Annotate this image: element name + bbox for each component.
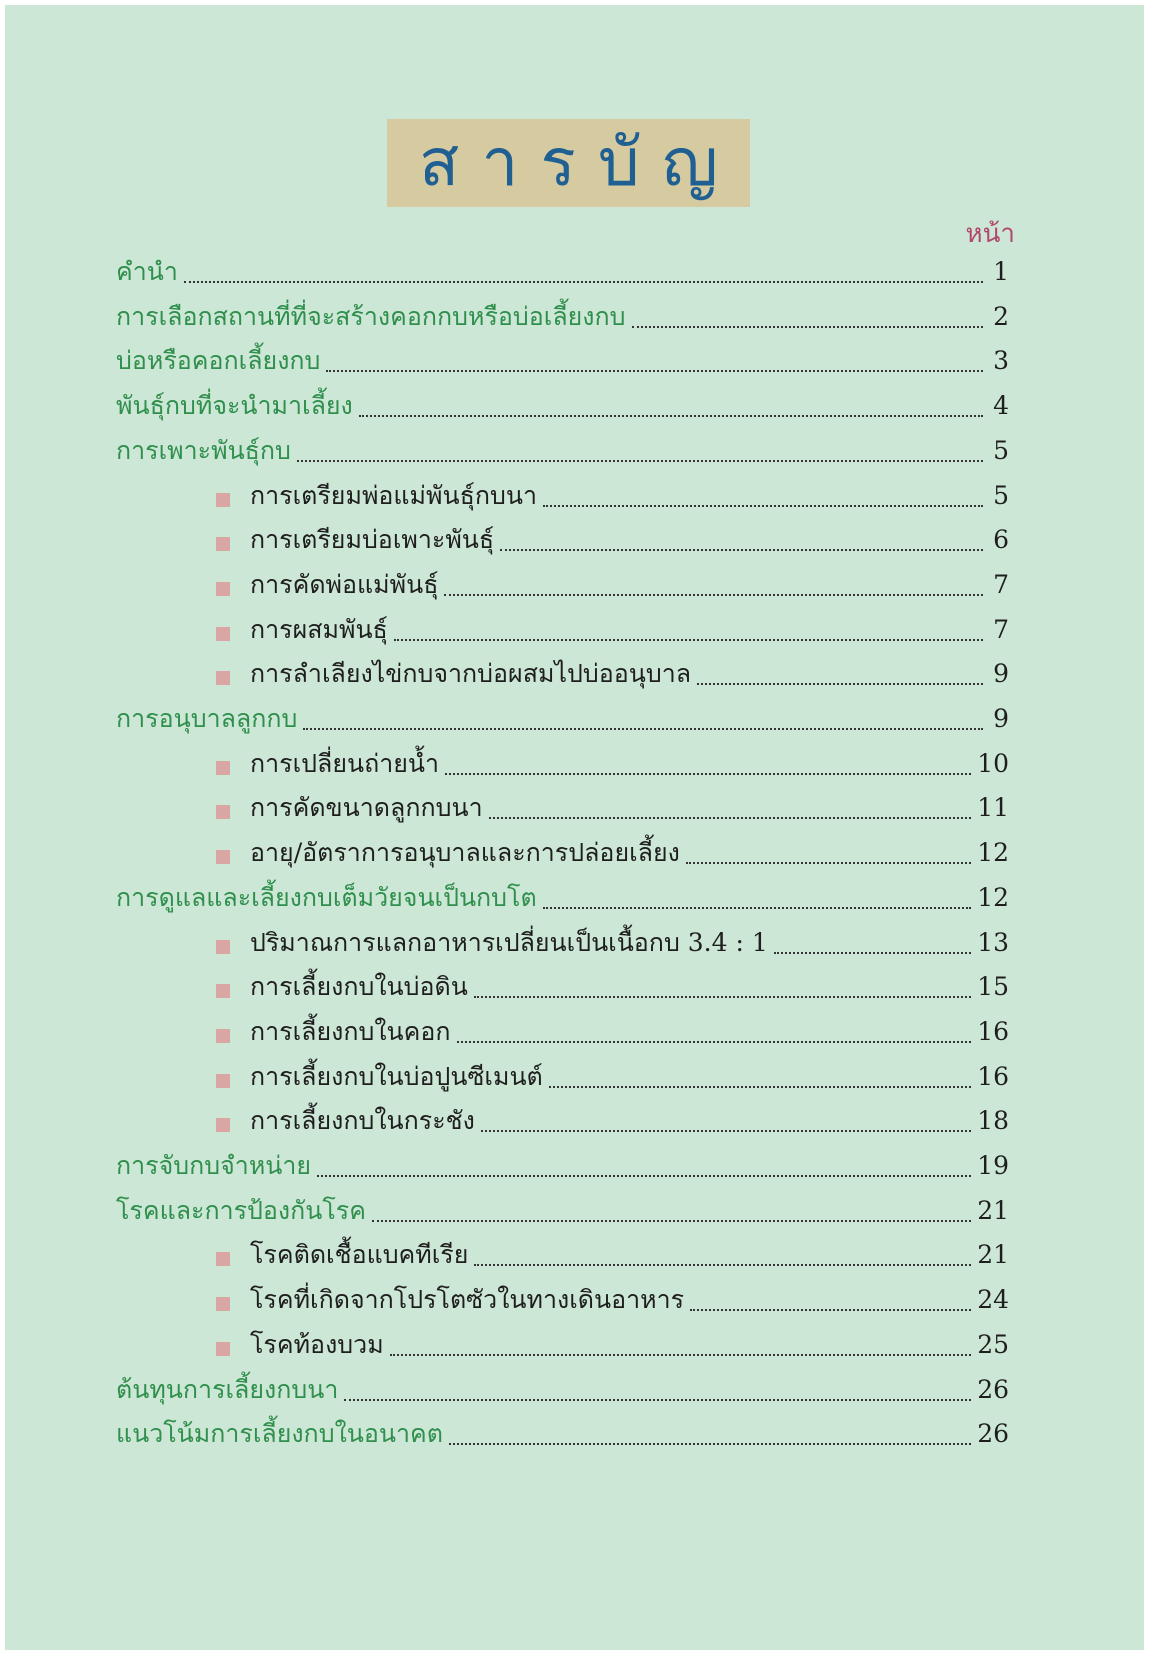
toc-entry-label: โรคติดเชื้อแบคทีเรีย [250, 1240, 469, 1270]
dot-leader [317, 1175, 971, 1177]
toc-entry-label: ปริมาณการแลกอาหารเปลี่ยนเป็นเนื้อกบ 3.4 : 1 [250, 927, 768, 957]
toc-page-number: 16 [977, 1061, 1009, 1091]
toc-entry-label: การเลือกสถานที่ที่จะสร้างคอกกบหรือบ่อเลี้ยงกบ [116, 301, 626, 331]
toc-subentry[interactable] [250, 610, 1009, 650]
toc-subentry[interactable] [250, 967, 1009, 1007]
dot-leader [543, 907, 971, 909]
toc-entry[interactable] [116, 1146, 1009, 1186]
toc-entry-label: การผสมพันธุ์ [250, 614, 388, 644]
page-column-header: หน้า [965, 219, 1015, 249]
toc-entry-label: การจับกบจำหน่าย [116, 1151, 312, 1180]
toc-entry-label: การเตรียมพ่อแม่พันธุ์กบนา [250, 480, 537, 510]
toc-entry-label: การคัดพ่อแม่พันธุ์ [250, 569, 439, 599]
dot-leader [359, 415, 983, 417]
bullet-marker [216, 1074, 230, 1088]
dot-leader [344, 1399, 971, 1401]
toc-page-number: 2 [993, 301, 1009, 331]
bullet-marker [216, 1252, 230, 1266]
toc-entry-label: โรคท้องบวม [250, 1329, 384, 1359]
toc-entry-label: โรคที่เกิดจากโปรโตซัวในทางเดินอาหาร [250, 1285, 685, 1315]
dot-leader [326, 370, 983, 372]
toc-page-number: 19 [977, 1151, 1009, 1180]
toc-entry-label: การเลี้ยงกบในบ่อปูนซีเมนต์ [250, 1061, 543, 1091]
toc-entry[interactable] [116, 386, 1009, 426]
toc-subentry[interactable] [250, 1012, 1009, 1052]
toc-page-number: 12 [977, 882, 1009, 912]
dot-leader [690, 1309, 971, 1311]
dot-leader [500, 549, 983, 551]
toc-page-number: 26 [977, 1419, 1009, 1449]
dot-leader [481, 1130, 971, 1132]
toc-entry[interactable] [116, 252, 1009, 292]
dot-leader [543, 505, 983, 507]
toc-subentry[interactable] [250, 1280, 1009, 1320]
toc-page-number: 24 [977, 1285, 1009, 1315]
toc-page-number: 11 [977, 793, 1009, 823]
toc-subentry[interactable] [250, 654, 1009, 694]
toc-entry-label: การเตรียมบ่อเพาะพันธุ์ [250, 525, 495, 555]
toc-entry-label: การอนุบาลลูกกบ [116, 704, 298, 733]
dot-leader [686, 862, 971, 864]
toc-entry[interactable] [116, 1370, 1009, 1410]
toc-entry-label: การลำเลียงไข่กบจากบ่อผสมไปบ่ออนุบาล [250, 659, 692, 689]
toc-entry-label: การเลี้ยงกบในกระชัง [250, 1106, 475, 1136]
toc-entry[interactable] [116, 878, 1009, 918]
toc-entry[interactable] [116, 1414, 1009, 1454]
toc-page-number: 9 [993, 704, 1009, 733]
toc-entry-label: การคัดขนาดลูกกบนา [250, 793, 483, 823]
toc-subentry[interactable] [250, 520, 1009, 560]
bullet-marker [216, 761, 230, 775]
bullet-marker [216, 671, 230, 685]
dot-leader [549, 1086, 971, 1088]
dot-leader [489, 817, 972, 819]
bullet-marker [216, 1342, 230, 1356]
dot-leader [449, 1443, 971, 1445]
toc-page-number: 21 [977, 1195, 1009, 1225]
bullet-marker [216, 627, 230, 641]
toc-page-number: 7 [993, 569, 1009, 599]
toc-entry-label: แนวโน้มการเลี้ยงกบในอนาคต [116, 1419, 443, 1449]
bullet-marker [216, 537, 230, 551]
dot-leader [632, 326, 983, 328]
toc-entry-label: การเลี้ยงกบในคอก [250, 1016, 451, 1046]
toc-subentry[interactable] [250, 1101, 1009, 1141]
dot-leader [444, 594, 983, 596]
bullet-marker [216, 805, 230, 819]
dot-leader [297, 460, 983, 462]
toc-entry[interactable] [116, 341, 1009, 381]
bullet-marker [216, 1118, 230, 1132]
toc-subentry[interactable] [250, 833, 1009, 873]
toc-entry-label: การเพาะพันธุ์กบ [116, 435, 291, 465]
toc-page-number: 5 [993, 480, 1009, 510]
toc-entry-label: การเลี้ยงกบในบ่อดิน [250, 972, 468, 1002]
toc-entry[interactable] [116, 699, 1009, 739]
toc-entry-label: คำนำ [116, 257, 178, 286]
toc-entry[interactable] [116, 431, 1009, 471]
toc-page-number: 6 [993, 525, 1009, 555]
dot-leader [474, 996, 971, 998]
toc-page-number: 4 [993, 391, 1009, 421]
toc-page-number: 3 [993, 346, 1009, 376]
toc-page-number: 15 [977, 972, 1009, 1002]
bullet-marker [216, 984, 230, 998]
toc-page-number: 25 [977, 1329, 1009, 1359]
toc-entry-label: อายุ/อัตราการอนุบาลและการปล่อยเลี้ยง [250, 838, 680, 868]
toc-subentry[interactable] [250, 1057, 1009, 1097]
toc-page-number: 12 [977, 838, 1009, 868]
toc-page-number: 1 [993, 257, 1009, 286]
bullet-marker [216, 493, 230, 507]
toc-entry[interactable] [116, 297, 1009, 337]
toc-entry-label: บ่อหรือคอกเลี้ยงกบ [116, 346, 321, 376]
toc-entry-label: การดูแลและเลี้ยงกบเต็มวัยจนเป็นกบโต [116, 882, 537, 912]
toc-page-number: 9 [993, 659, 1009, 689]
toc-subentry[interactable] [250, 1325, 1009, 1365]
bullet-marker [216, 850, 230, 864]
dot-leader [184, 281, 983, 283]
bullet-marker [216, 1297, 230, 1311]
toc-subentry[interactable] [250, 476, 1009, 516]
toc-page-number: 26 [977, 1374, 1009, 1404]
toc-entry[interactable] [116, 1191, 1009, 1231]
toc-entry-label: พันธุ์กบที่จะนำมาเลี้ยง [116, 391, 353, 421]
toc-page-number: 21 [977, 1240, 1009, 1270]
dot-leader [457, 1041, 972, 1043]
dot-leader [774, 952, 971, 954]
bullet-marker [216, 940, 230, 954]
toc-subentry[interactable] [250, 1235, 1009, 1275]
dot-leader [303, 728, 983, 730]
toc-subentry[interactable] [250, 565, 1009, 605]
title-banner [387, 119, 750, 207]
dot-leader [394, 639, 983, 641]
bullet-marker [216, 1029, 230, 1043]
toc-page-number: 10 [977, 748, 1009, 778]
page-title: สารบัญ [419, 124, 740, 201]
toc-entry-label: ต้นทุนการเลี้ยงกบนา [116, 1374, 339, 1404]
toc-subentry[interactable] [250, 744, 1009, 784]
bullet-marker [216, 582, 230, 596]
dot-leader [445, 773, 971, 775]
toc-entry-label: โรคและการป้องกันโรค [116, 1195, 366, 1225]
dot-leader [390, 1354, 972, 1356]
dot-leader [474, 1264, 971, 1266]
toc-page-number: 18 [977, 1106, 1009, 1136]
toc-page-number: 7 [993, 614, 1009, 644]
toc-subentry[interactable] [250, 788, 1009, 828]
dot-leader [697, 683, 983, 685]
toc-entry-label: การเปลี่ยนถ่ายน้ำ [250, 748, 440, 778]
toc-page-number: 13 [977, 927, 1009, 957]
toc-page-number: 5 [993, 435, 1009, 465]
toc-page-number: 16 [977, 1016, 1009, 1046]
dot-leader [372, 1220, 971, 1222]
toc-subentry[interactable] [250, 923, 1009, 963]
